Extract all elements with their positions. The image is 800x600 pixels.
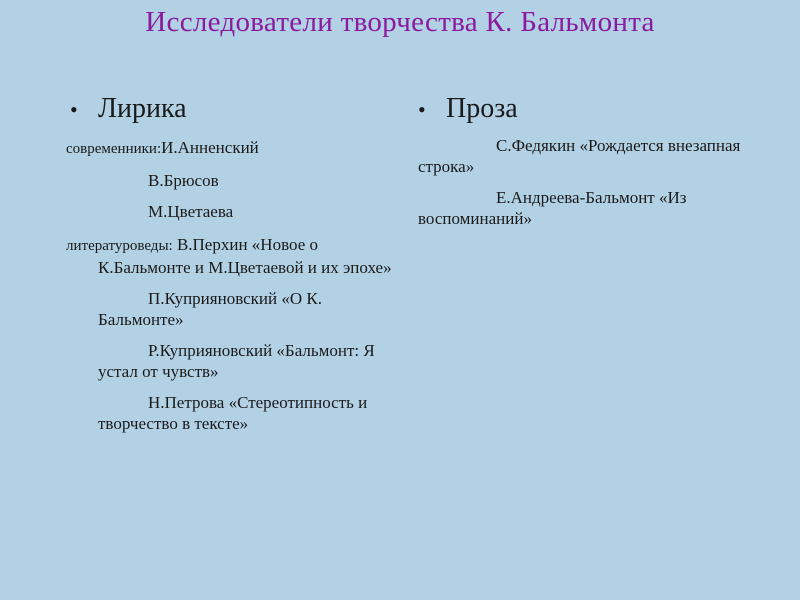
scholar-reference: В.Перхин «Новое о К.Бальмонте и М.Цветаевой и их эпохе» xyxy=(98,235,392,277)
contemporary-name: В.Брюсов xyxy=(148,171,219,190)
scholar-item: Р.Куприяновский «Бальмонт: Я устал от чувств» xyxy=(98,341,375,381)
bullet-icon: • xyxy=(418,97,426,122)
prose-heading-label: Проза xyxy=(446,93,518,124)
scholar-item: Н.Петрова «Стереотипность и творчество в тексте» xyxy=(98,393,368,433)
lyrics-heading xyxy=(70,92,396,127)
scholars-label: литературоведы: xyxy=(66,238,173,254)
contemporaries-line xyxy=(66,137,396,160)
prose-item: Е.Андреева-Бальмонт «Из воспоминаний» xyxy=(418,188,687,228)
lyrics-heading-label: Лирика xyxy=(98,93,187,124)
lyrics-column xyxy=(66,92,396,434)
bullet-icon: • xyxy=(70,97,78,122)
contemporary-item xyxy=(66,201,396,222)
scholar-item: П.Куприяновский «О К. Бальмонте» xyxy=(98,289,322,329)
contemporary-item xyxy=(66,170,396,191)
scholar-item xyxy=(66,234,396,278)
page-title: Исследователи творчества К. Бальмонта xyxy=(145,6,655,38)
contemporaries-label: современники: xyxy=(66,141,162,157)
prose-item: С.Федякин «Рождается внезапная строка» xyxy=(418,136,741,176)
contemporary-name: М.Цветаева xyxy=(148,202,234,221)
prose-heading xyxy=(418,92,748,127)
contemporary-item: И.Анненский xyxy=(161,138,259,157)
prose-column xyxy=(418,92,748,229)
